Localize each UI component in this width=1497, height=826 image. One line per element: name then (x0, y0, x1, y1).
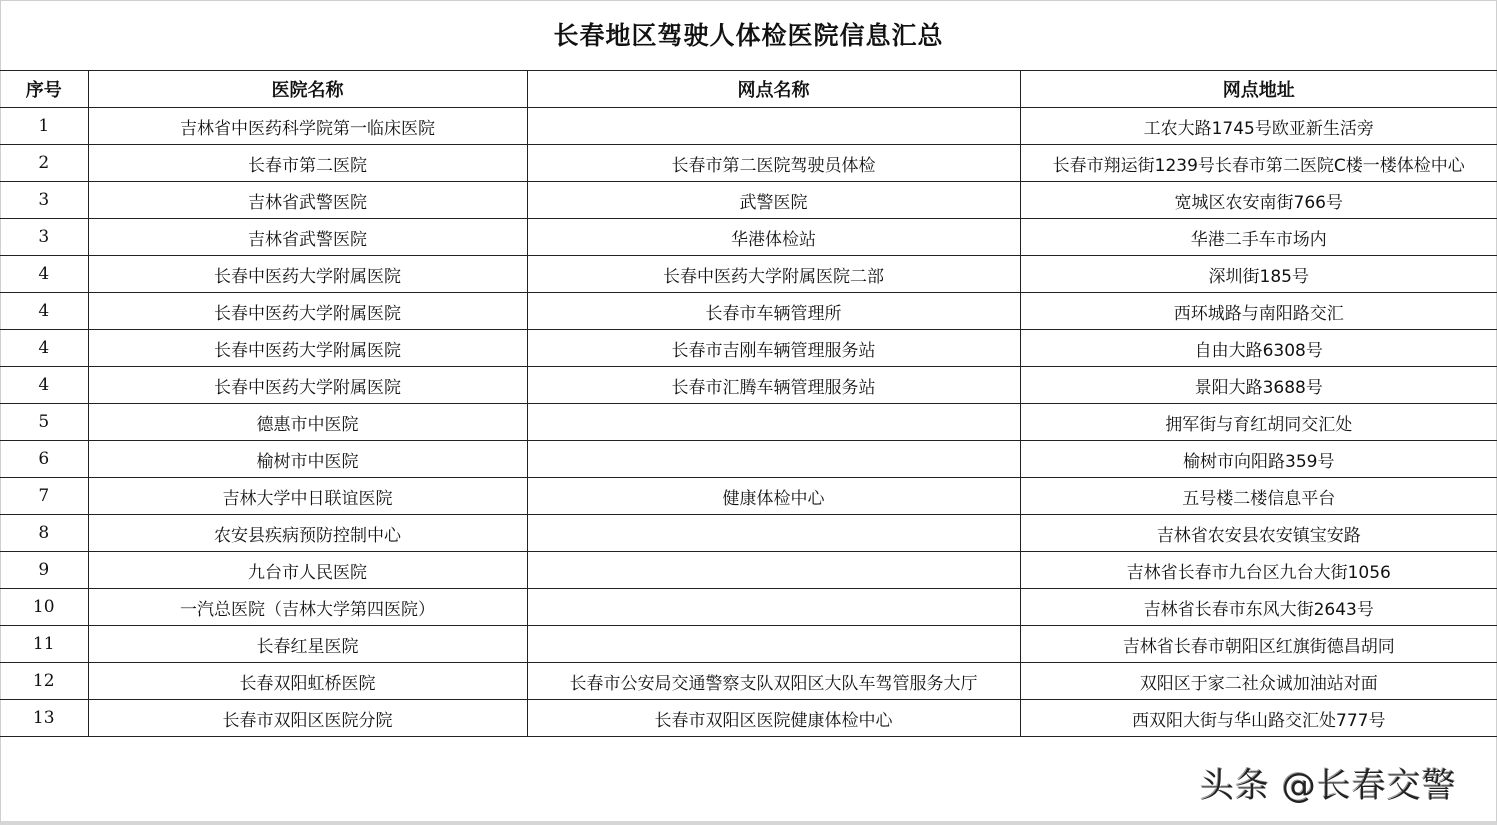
cell-site: 长春市第二医院驾驶员体检 (527, 145, 1020, 182)
cell-hospital: 吉林省中医药科学院第一临床医院 (88, 108, 527, 145)
cell-hospital: 长春市第二医院 (88, 145, 527, 182)
cell-hospital: 吉林省武警医院 (88, 219, 527, 256)
cell-index: 10 (0, 589, 88, 626)
cell-hospital: 长春中医药大学附属医院 (88, 330, 527, 367)
cell-index: 3 (0, 182, 88, 219)
col-header-index: 序号 (0, 71, 88, 108)
cell-address: 吉林省农安县农安镇宝安路 (1020, 515, 1497, 552)
table-row (0, 515, 1497, 552)
cell-index: 5 (0, 404, 88, 441)
cell-address: 景阳大路3688号 (1020, 367, 1497, 404)
cell-address: 工农大路1745号欧亚新生活旁 (1020, 108, 1497, 145)
hospital-table (0, 70, 1497, 737)
cell-index: 4 (0, 367, 88, 404)
cell-index: 1 (0, 108, 88, 145)
cell-address: 吉林省长春市九台区九台大街1056 (1020, 552, 1497, 589)
table-row (0, 404, 1497, 441)
col-header-site: 网点名称 (527, 71, 1020, 108)
cell-address: 吉林省长春市东风大街2643号 (1020, 589, 1497, 626)
cell-index: 12 (0, 663, 88, 700)
table-row (0, 700, 1497, 737)
cell-site: 长春市公安局交通警察支队双阳区大队车驾管服务大厅 (527, 663, 1020, 700)
cell-index: 4 (0, 256, 88, 293)
cell-index: 11 (0, 626, 88, 663)
cell-address: 西环城路与南阳路交汇 (1020, 293, 1497, 330)
table-row (0, 441, 1497, 478)
cell-address: 吉林省长春市朝阳区红旗街德昌胡同 (1020, 626, 1497, 663)
table-row (0, 552, 1497, 589)
table-row (0, 182, 1497, 219)
cell-hospital: 德惠市中医院 (88, 404, 527, 441)
cell-address: 宽城区农安南街766号 (1020, 182, 1497, 219)
cell-address: 五号楼二楼信息平台 (1020, 478, 1497, 515)
cell-hospital: 一汽总医院（吉林大学第四医院） (88, 589, 527, 626)
cell-hospital: 长春中医药大学附属医院 (88, 367, 527, 404)
cell-site: 健康体检中心 (527, 478, 1020, 515)
table-row (0, 219, 1497, 256)
cell-site: 武警医院 (527, 182, 1020, 219)
cell-index: 9 (0, 552, 88, 589)
cell-site (527, 108, 1020, 145)
watermark: 头条 @长春交警 (1200, 766, 1457, 806)
cell-address: 西双阳大街与华山路交汇处777号 (1020, 700, 1497, 737)
cell-site (527, 552, 1020, 589)
cell-address: 长春市翔运街1239号长春市第二医院C楼一楼体检中心 (1020, 145, 1497, 182)
cell-address: 华港二手车市场内 (1020, 219, 1497, 256)
table-row (0, 589, 1497, 626)
cell-site: 长春市车辆管理所 (527, 293, 1020, 330)
table-row (0, 367, 1497, 404)
cell-site (527, 589, 1020, 626)
cell-site (527, 404, 1020, 441)
table-row (0, 663, 1497, 700)
cell-index: 4 (0, 293, 88, 330)
cell-index: 13 (0, 700, 88, 737)
cell-hospital: 吉林大学中日联谊医院 (88, 478, 527, 515)
document-title: 长春地区驾驶人体检医院信息汇总 (553, 21, 944, 50)
cell-hospital: 榆树市中医院 (88, 441, 527, 478)
cell-hospital: 长春红星医院 (88, 626, 527, 663)
col-header-address: 网点地址 (1020, 71, 1497, 108)
cell-site (527, 441, 1020, 478)
cell-hospital: 农安县疾病预防控制中心 (88, 515, 527, 552)
header-row (0, 71, 1497, 108)
cell-index: 8 (0, 515, 88, 552)
cell-index: 2 (0, 145, 88, 182)
cell-hospital: 长春双阳虹桥医院 (88, 663, 527, 700)
cell-hospital: 吉林省武警医院 (88, 182, 527, 219)
cell-hospital: 长春市双阳区医院分院 (88, 700, 527, 737)
table-row (0, 108, 1497, 145)
table-row (0, 626, 1497, 663)
cell-index: 3 (0, 219, 88, 256)
cell-site (527, 515, 1020, 552)
cell-site: 长春市汇腾车辆管理服务站 (527, 367, 1020, 404)
cell-site (527, 626, 1020, 663)
cell-index: 7 (0, 478, 88, 515)
table-row (0, 330, 1497, 367)
col-header-hospital: 医院名称 (88, 71, 527, 108)
cell-site: 长春市双阳区医院健康体检中心 (527, 700, 1020, 737)
cell-hospital: 九台市人民医院 (88, 552, 527, 589)
cell-address: 榆树市向阳路359号 (1020, 441, 1497, 478)
cell-site: 华港体检站 (527, 219, 1020, 256)
cell-site: 长春市吉刚车辆管理服务站 (527, 330, 1020, 367)
cell-hospital: 长春中医药大学附属医院 (88, 256, 527, 293)
cell-hospital: 长春中医药大学附属医院 (88, 293, 527, 330)
table-row (0, 256, 1497, 293)
table-row (0, 478, 1497, 515)
cell-address: 深圳街185号 (1020, 256, 1497, 293)
cell-address: 双阳区于家二社众诚加油站对面 (1020, 663, 1497, 700)
cell-index: 6 (0, 441, 88, 478)
cell-address: 拥军街与育红胡同交汇处 (1020, 404, 1497, 441)
table-row (0, 293, 1497, 330)
cell-index: 4 (0, 330, 88, 367)
cell-site: 长春中医药大学附属医院二部 (527, 256, 1020, 293)
table-row (0, 145, 1497, 182)
cell-address: 自由大路6308号 (1020, 330, 1497, 367)
